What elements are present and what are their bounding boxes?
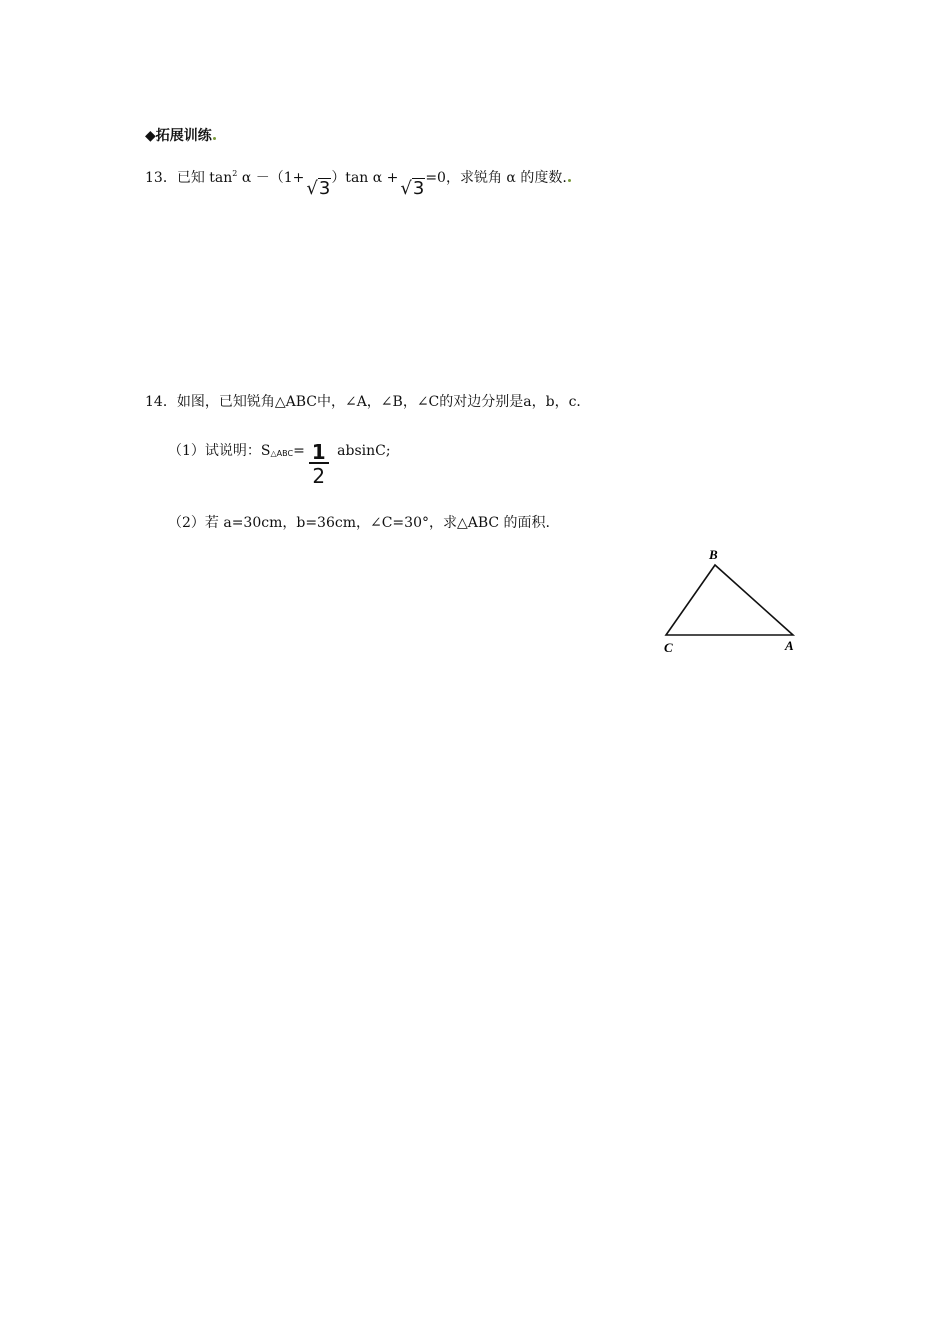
part1-equals: =	[293, 443, 305, 459]
q13-exponent: 2	[232, 169, 238, 178]
q13-text-d: =0，求锐角 α 的度数	[425, 170, 563, 186]
sqrt-3-second	[398, 178, 425, 199]
part1-label: （1）试说明：S	[168, 443, 271, 459]
q13-number: 13．	[145, 170, 177, 186]
sqrt-3-first	[304, 178, 331, 199]
question-14	[145, 392, 590, 412]
q13-text-a: 已知 tan	[176, 170, 233, 186]
section-heading-text: ◆拓展训练	[145, 128, 212, 144]
radical-sign-icon: √	[306, 178, 318, 199]
part1-tail: absinC;	[332, 443, 391, 459]
fraction-denominator: 2	[312, 464, 326, 488]
part2-text: （2）若 a=30cm，b=36cm，∠C=30°，求△ABC 的面积.	[168, 515, 551, 531]
q14-number: 14．	[145, 394, 177, 410]
triangle-abc	[666, 565, 793, 635]
vertex-label-a: A	[785, 638, 794, 653]
sqrt-radicand: 3	[412, 178, 425, 199]
part1-subscript: △ABC	[270, 449, 294, 458]
q14-part-2	[168, 513, 550, 533]
fraction-numerator: 1	[309, 442, 329, 464]
vertex-label-b: B	[709, 547, 718, 562]
vertex-label-c: C	[664, 640, 673, 655]
q14-text: 如图，已知锐角△ABC中，∠A，∠B，∠C的对边分别是a，b，c．	[176, 394, 591, 410]
fraction-one-half	[309, 442, 329, 488]
sqrt-radicand: 3	[318, 178, 331, 199]
heading-marker-dot	[213, 137, 216, 140]
radical-sign-icon: √	[400, 178, 412, 199]
q13-text-b: α －（1+	[237, 170, 305, 186]
triangle-diagram	[660, 545, 810, 660]
q13-marker-dot	[568, 179, 571, 182]
section-heading	[145, 126, 216, 146]
q13-end: .	[562, 170, 567, 186]
q14-part-1	[168, 441, 391, 488]
question-13	[145, 164, 571, 199]
triangle-figure	[660, 545, 810, 660]
q13-text-c: ）tan α +	[331, 170, 399, 186]
